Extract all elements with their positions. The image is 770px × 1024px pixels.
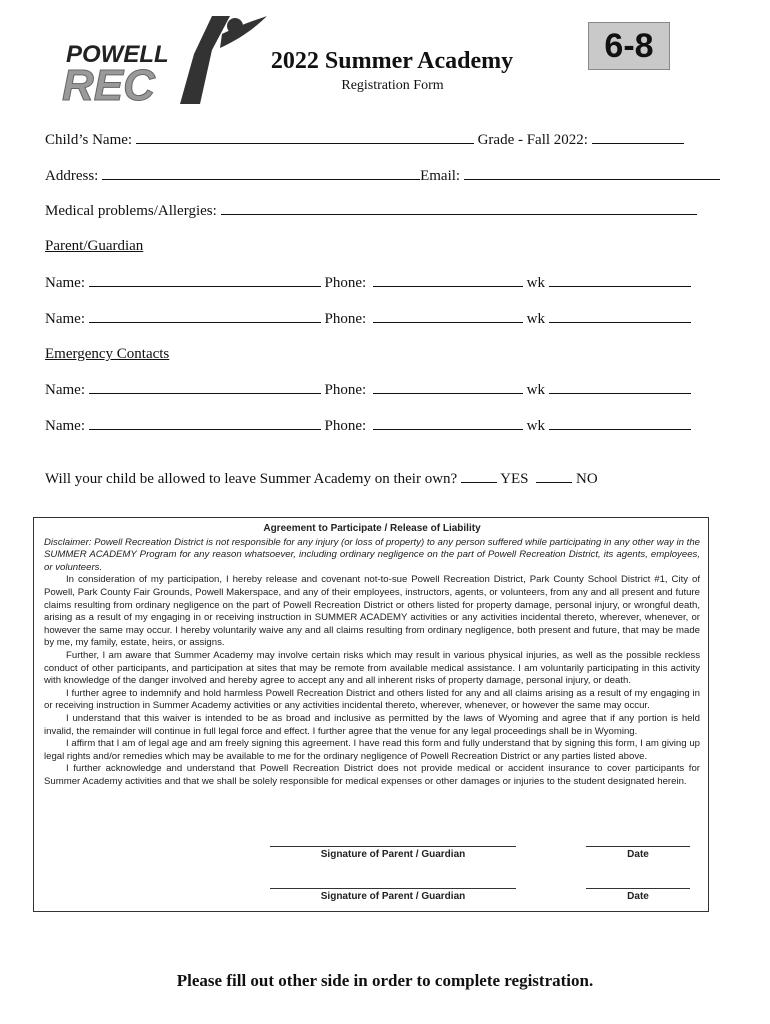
no-field[interactable] [536, 470, 572, 483]
signature-label-1: Signature of Parent / Guardian [320, 849, 466, 860]
leave-question: Will your child be allowed to leave Summer Academy on their own? [45, 471, 458, 487]
wk-label: wk [526, 418, 545, 434]
parent-wk-field-1[interactable] [549, 274, 691, 287]
emergency-contacts-heading: Emergency Contacts [45, 346, 170, 362]
liability-waiver-box [33, 517, 709, 912]
waiver-title: Agreement to Participate / Release of Liability [263, 523, 481, 534]
logo-text-rec: REC [62, 61, 155, 108]
medical-label: Medical problems/Allergies: [45, 203, 217, 219]
phone-label: Phone: [324, 311, 367, 327]
page-subtitle: Registration Form [341, 78, 444, 93]
date-line-1[interactable] [586, 846, 690, 847]
medical-field[interactable] [221, 202, 697, 215]
address-field[interactable] [102, 167, 420, 180]
address-row [45, 167, 720, 185]
parent-contact-row-2 [45, 310, 691, 328]
name-label: Name: [45, 311, 85, 327]
grade-field[interactable] [592, 131, 684, 144]
parent-phone-field-2[interactable] [373, 310, 523, 323]
waiver-paragraph: I affirm that I am of legal age and am freely signing this agreement. I have read this form and fully understand that by signing this form, I am giving up legal rights and/or remedies which may be available to me for the ordinary negligence of Powell Recreation District or any parties listed above. [44, 738, 700, 762]
email-label: Email: [420, 168, 461, 184]
emergency-wk-field-2[interactable] [549, 417, 691, 430]
waiver-paragraph: I further acknowledge and understand that Powell Recreation District does not provide medical or accident insurance to cover participants for Summer Academy activities and that we shall be solely responsible for medical expenses or other damages or injuries to the student designated herein. [44, 763, 700, 787]
emergency-name-field-1[interactable] [89, 381, 321, 394]
parent-name-field-2[interactable] [89, 310, 321, 323]
phone-label: Phone: [324, 382, 367, 398]
leave-question-row [45, 470, 598, 488]
waiver-paragraph: I further agree to indemnify and hold harmless Powell Recreation District and others listed for any and all claims arising as a result of my engaging in or receiving instruction in Summer Academy activities or any activities incidental thereto, wherever, whenever, or however the same may occur. [44, 687, 700, 712]
waiver-paragraph: I understand that this waiver is intended to be as broad and inclusive as permitted by the laws of Wyoming and agree that if any portion is held invalid, the remainder will continue in full legal force and effect. I further agree that the venue for any legal proceedings shall be in Wyoming. [44, 712, 700, 737]
childs-name-field[interactable] [136, 131, 474, 144]
date-label-2: Date [627, 891, 649, 902]
emergency-contact-row-1 [45, 381, 691, 399]
phone-label: Phone: [324, 418, 367, 434]
waiver-paragraph: In consideration of my participation, I hereby release and covenant not-to-sue Powell Recreation District, Park County School District #1, City of Powell, Park County Fair Grounds, Powell Makerspace, and any of their employees, instructors, agents, or volunteers, from any and all present and future claims resulting from ordinary negligence on the part of Powell Recreation District or others listed for property damage, personal injury, or wrongful death, arising as a result of my engaging in or receiving instruction in SUMMER ACADEMY activities or any activities incidental thereto, wherever, whenever, or however the same may occur. I hereby voluntarily waive any and all claims resulting from ordinary negligence, both present and future, that may be made by me, my family, estate, heirs, or assigns. [44, 574, 700, 649]
grade-badge: 6-8 [588, 22, 670, 70]
parent-guardian-heading: Parent/Guardian [45, 238, 144, 254]
no-label: NO [576, 471, 598, 487]
emergency-wk-field-1[interactable] [549, 381, 691, 394]
waiver-disclaimer: Disclaimer: Powell Recreation District is not responsible for any injury (or loss of property) to any person suffered while participating in any other way in the SUMMER ACADEMY Program for any reason whatsoever, including ordinary negligence on the part of Powell Recreation District, its agents, employees, or volunteers. [44, 536, 700, 573]
yes-label: YES [500, 471, 529, 487]
yes-field[interactable] [461, 470, 497, 483]
waiver-paragraph: Further, I am aware that Summer Academy may involve certain risks which may result in various physical injuries, as well as the possible reckless conduct of other participants, and participation at sites that may be remote from available medical assistance. I am voluntarily participating in this activity with knowledge of the danger involved and hereby agree to accept any and all inherent risks of property damage, personal injury, or death. [44, 649, 700, 687]
parent-wk-field-2[interactable] [549, 310, 691, 323]
wk-label: wk [526, 311, 545, 327]
signature-line-2[interactable] [270, 888, 516, 889]
name-label: Name: [45, 382, 85, 398]
date-label-1: Date [627, 849, 649, 860]
emergency-phone-field-2[interactable] [373, 417, 523, 430]
name-label: Name: [45, 275, 85, 291]
parent-name-field-1[interactable] [89, 274, 321, 287]
phone-label: Phone: [324, 275, 367, 291]
signature-line-1[interactable] [270, 846, 516, 847]
emergency-name-field-2[interactable] [89, 417, 321, 430]
signature-label-2: Signature of Parent / Guardian [320, 891, 466, 902]
medical-row [45, 202, 697, 220]
email-field[interactable] [464, 167, 720, 180]
childs-name-row [45, 131, 684, 149]
parent-contact-row-1 [45, 274, 691, 292]
address-label: Address: [45, 168, 99, 184]
footer-note: Please fill out other side in order to complete registration. [176, 971, 594, 990]
wk-label: wk [526, 382, 545, 398]
name-label: Name: [45, 418, 85, 434]
logo-text-powell: POWELL [66, 41, 169, 68]
page-title: 2022 Summer Academy [270, 48, 514, 74]
emergency-phone-field-1[interactable] [373, 381, 523, 394]
powell-rec-logo [62, 16, 267, 108]
emergency-contact-row-2 [45, 417, 691, 435]
wk-label: wk [526, 275, 545, 291]
date-line-2[interactable] [586, 888, 690, 889]
grade-label: Grade - Fall 2022: [477, 132, 588, 148]
childs-name-label: Child’s Name: [45, 132, 133, 148]
parent-phone-field-1[interactable] [373, 274, 523, 287]
